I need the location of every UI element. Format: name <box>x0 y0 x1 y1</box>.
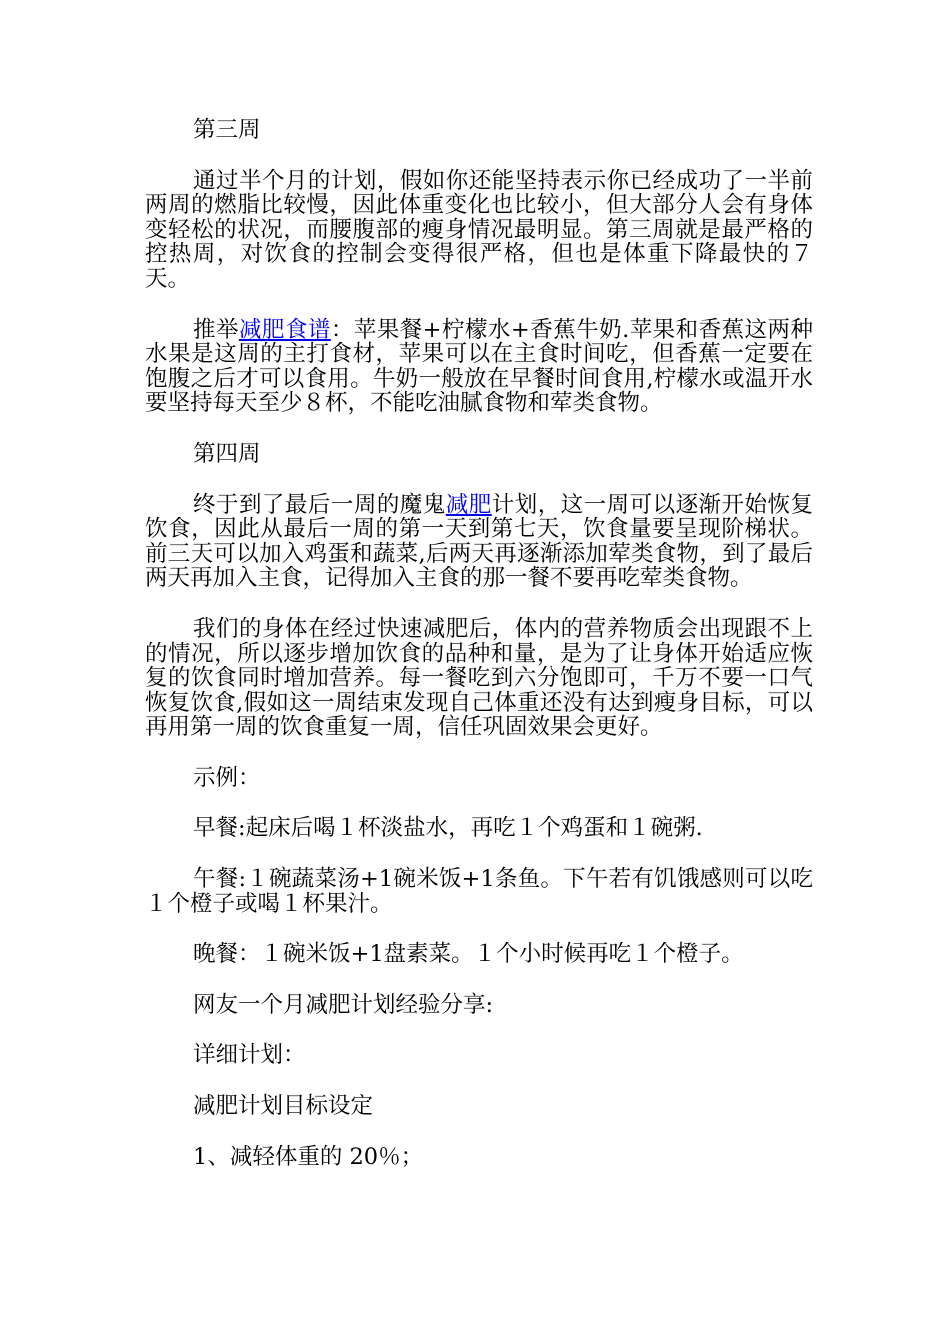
detail-plan-label: 详细计划： <box>193 1042 306 1069</box>
weight-loss-link[interactable]: 减肥 <box>445 491 492 518</box>
week4-para1-suffix: 计划，这一周可以逐渐开始恢复饮食，因此从最后一周的第一天到第七天，饮食量要呈现阶梯状。前三天可以加入鸡蛋和蔬菜,后两天再逐渐添加荤类食物，到了最后两天再加入主食，记得加入主食的那一餐不要再吃荤类食物。 <box>145 491 813 592</box>
goal-setting-label: 减肥计划目标设定 <box>193 1093 374 1120</box>
breakfast-line: 早餐:起床后喝１杯淡盐水，再吃１个鸡蛋和１碗粥. <box>193 815 703 842</box>
week3-paragraph-1: 通过半个月的计划，假如你还能坚持表示你已经成功了一半前两周的燃脂比较慢，因此体重变化也比较小，但大部分人会有身体变轻松的状况，而腰腹部的瘦身情况最明显。第三周就是最严格的控热周，对饮食的控制会变得很严格，但也是体重下降最快的７天。 <box>145 167 813 292</box>
share-title: 网友一个月减肥计划经验分享: <box>193 991 494 1018</box>
week4-paragraph-2: 我们的身体在经过快速减肥后，体内的营养物质会出现跟不上的情况，所以逐步增加饮食的品种和量，是为了让身体开始适应恢复的饮食同时增加营养。每一餐吃到六分饱即可，千万不要一口气恢复饮食,假如这一周结束发现自己体重还没有达到瘦身目标，可以再用第一周的饮食重复一周，信任巩固效果会更好。 <box>145 615 813 741</box>
week3-para2-suffix: ：苹果餐+柠檬水+香蕉牛奶.苹果和香蕉这两种水果是这周的主打食材，苹果可以在主食时间吃，但香蕉一定要在饱腹之后才可以食用。牛奶一般放在早餐时间食用,柠檬水或温开水要坚持每天至少８杯，不能吃油腻食物和荤类食物。 <box>145 316 813 417</box>
week3-heading: 第三周 <box>193 117 261 143</box>
week4-para1-prefix: 终于到了最后一周的魔鬼 <box>193 491 446 518</box>
week4-paragraph-1 <box>145 493 813 591</box>
diet-recipe-link[interactable]: 减肥食谱 <box>238 316 331 343</box>
lunch-line: 午餐:１碗蔬菜汤+1碗米饭+1条鱼。下午若有饥饿感则可以吃１个橙子或喝１杯果汁。 <box>145 866 813 917</box>
week4-heading: 第四周 <box>193 440 261 467</box>
document-page <box>145 118 813 1195</box>
dinner-line: 晚餐：１碗米饭+1盘素菜。１个小时候再吃１个橙子。 <box>193 941 744 968</box>
week3-para2-prefix: 推举 <box>193 316 239 343</box>
goal-item-1: 1、减轻体重的 20％； <box>193 1143 424 1170</box>
example-label: 示例： <box>193 764 261 791</box>
week3-paragraph-2 <box>145 318 813 416</box>
